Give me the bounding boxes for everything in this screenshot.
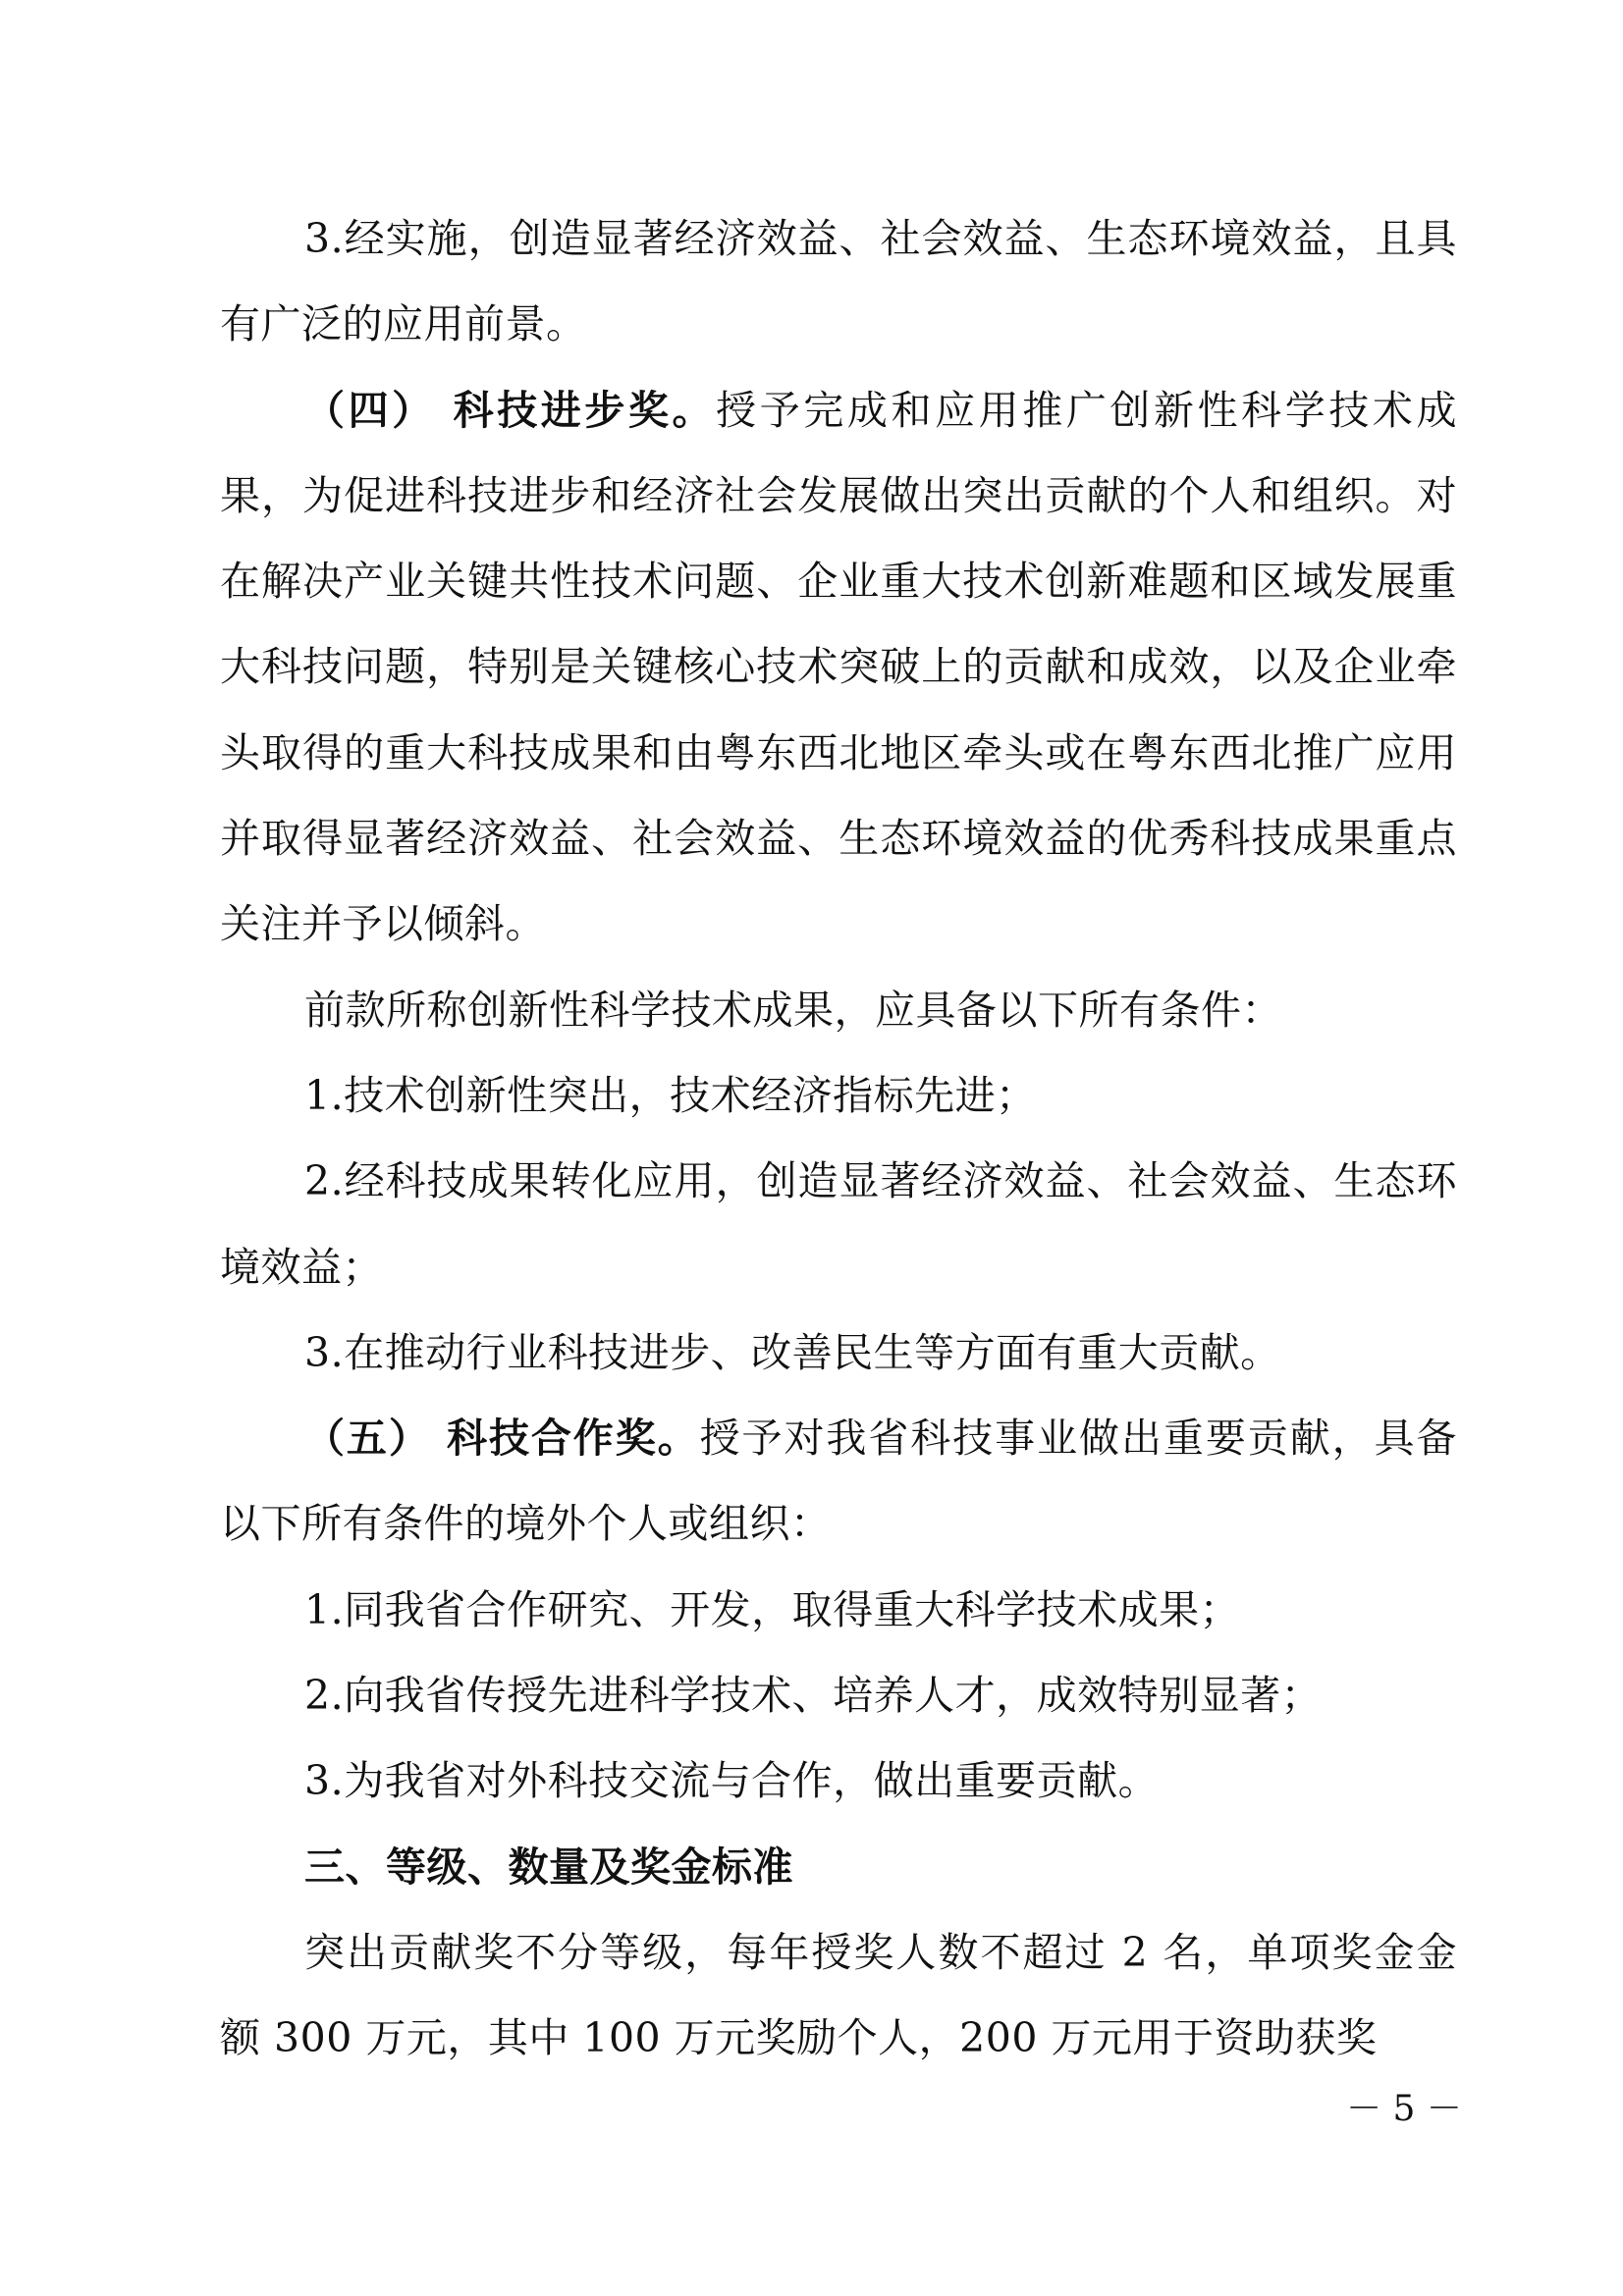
paragraph-text: 1.技术创新性突出，技术经济指标先进； xyxy=(304,1071,1037,1119)
paragraph-conditions-intro xyxy=(220,968,1457,1053)
paragraph-text: 3.在推动行业科技进步、改善民生等方面有重大贡献。 xyxy=(304,1328,1281,1376)
paragraph-text: 2.经科技成果转化应用，创造显著经济效益、社会效益、生态环境效益； xyxy=(220,1157,1457,1291)
paragraph-condition-2 xyxy=(220,1139,1457,1310)
paragraph-condition-3 xyxy=(220,1310,1457,1396)
paragraph-cooperation-condition-2 xyxy=(220,1653,1457,1738)
paragraph-science-progress-award xyxy=(220,368,1457,968)
paragraph-text: 3.为我省对外科技交流与合作，做出重要贡献。 xyxy=(304,1757,1160,1805)
section-label-science-cooperation-award: （五） 科技合作奖。 xyxy=(304,1415,700,1463)
paragraph-text: 授予完成和应用推广创新性科学技术成果，为促进科技进步和经济社会发展做出突出贡献的个人和组织。对在解决产业关键共性技术问题、企业重大技术创新难题和区域发展重大科技问题，特别是关键核心技术突破上的贡献和成效，以及企业牵头取得的重大科技成果和由粤东西北地区牵头或在粤东西北推广应用并取得显著经济效益、社会效益、生态环境效益的优秀科技成果重点关注并予以倾斜。 xyxy=(220,386,1458,948)
paragraph-condition-1 xyxy=(220,1053,1457,1139)
section-heading-levels-and-bonus: 三、等级、数量及奖金标准 xyxy=(304,1842,793,1891)
paragraph-text: 3.经实施，创造显著经济效益、社会效益、生态环境效益，且具有广泛的应用前景。 xyxy=(220,215,1457,348)
paragraph-text: 突出贡献奖不分等级，每年授奖人数不超过 2 名，单项奖金金额 300 万元，其中 100 万元奖励个人，200 万元用于资助获奖 xyxy=(220,1928,1457,2062)
paragraph-outstanding-contribution-award xyxy=(220,1910,1457,2082)
paragraph-cooperation-condition-3 xyxy=(220,1738,1457,1824)
paragraph-text: 前款所称创新性科学技术成果，应具备以下所有条件： xyxy=(304,986,1282,1034)
paragraph-cooperation-condition-1 xyxy=(220,1568,1457,1653)
paragraph-science-cooperation-award xyxy=(220,1396,1457,1568)
page-number: － 5 － xyxy=(1346,2089,1462,2129)
paragraph-text: 1.同我省合作研究、开发，取得重大科学技术成果； xyxy=(304,1585,1241,1633)
paragraph-text: 2.向我省传授先进科学技术、培养人才，成效特别显著； xyxy=(304,1672,1323,1720)
section-label-science-progress-award: （四） 科技进步奖。 xyxy=(304,386,717,434)
paragraph-item-3-application xyxy=(220,196,1457,368)
document-body xyxy=(220,196,1457,2082)
paragraph-text: 授予对我省科技事业做出重要贡献，具备以下所有条件的境外个人或组织： xyxy=(220,1415,1458,1548)
